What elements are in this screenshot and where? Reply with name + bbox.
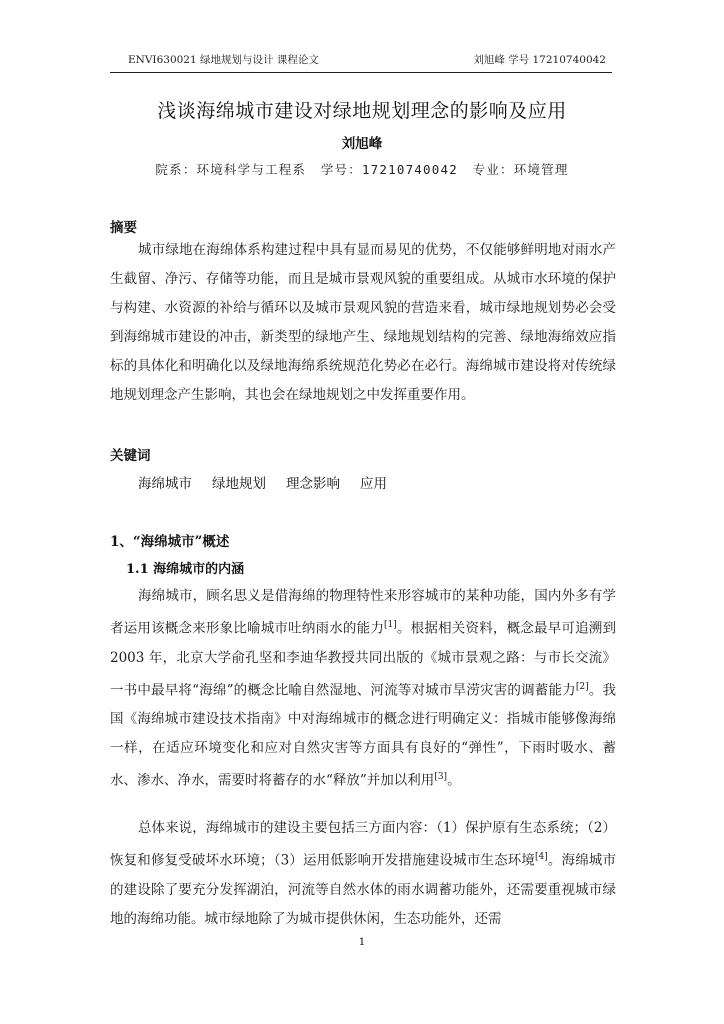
keyword-item: 海绵城市 <box>138 476 192 492</box>
abstract-heading: 摘要 <box>110 220 137 236</box>
page-number: 1 <box>358 936 366 948</box>
paragraph-text: 海绵城市，顾名思义是借海绵的物理特性来形容城市的某种功能，国内外多有学者运用该概念来形象比喻城市吐纳雨水的能力 <box>110 588 616 637</box>
paper-title: 浅谈海绵城市建设对绿地规划理念的影响及应用 <box>157 100 567 122</box>
running-header <box>110 50 612 73</box>
citation: [3] <box>434 772 448 782</box>
section-heading: 1、“海绵城市”概述 <box>110 534 230 550</box>
paragraph-text: 。海绵城市的建设除了要充分发挥湖泊，河流等自然水体的雨水调蓄功能外，还需要重视城市绿地的海绵功能。城市绿地除了为城市提供休闲，生态功能外，还需 <box>110 852 616 927</box>
subsection-heading: 1.1 海绵城市的内涵 <box>126 562 245 577</box>
abstract-text: 城市绿地在海绵体系构建过程中具有显而易见的优势，不仅能够鲜明地对雨水产生截留、净污、存储等功能，而且是城市景观风貌的重要组成。从城市水环境的保护与构建、水资源的补给与循环以及城市景观风貌的营造来看，城市绿地规划势必会受到海绵城市建设的冲击，新类型的绿地产生、绿地规划结构的完善、绿地海绵效应指标的具体化和明确化以及绿地海绵系统规范化势必在必行。海绵城市建设将对传统绿地规划理念产生影响，其也会在绿地规划之中发挥重要作用。 <box>110 242 616 403</box>
citation: [4] <box>535 852 548 862</box>
keyword-item: 应用 <box>360 476 387 492</box>
paragraph-text: 总体来说，海绵城市的建设主要包括三方面内容：（1）保护原有生态系统；（2）恢复和修复受破坏水环境；（3）运用低影响开发措施建设城市生态环境 <box>110 820 616 869</box>
body-paragraph <box>110 582 616 796</box>
body-paragraph <box>110 814 616 934</box>
header-author-id: 刘旭峰 学号 17210740042 <box>473 54 606 66</box>
keywords-list <box>138 472 387 492</box>
header-course: ENVI630021 绿地规划与设计 课程论文 <box>128 54 319 66</box>
keyword-item: 绿地规划 <box>212 476 266 492</box>
paragraph-text: 。我国《海绵城市建设技术指南》中对海绵城市的概念进行明确定义：指城市能够像海绵一样，在适应环境变化和应对自然灾害等方面具有良好的“弹性”，下雨时吸水、蓄水、渗水、净水，需要时将蓄存的水“释放”并加以利用 <box>110 682 616 789</box>
keywords-heading: 关键词 <box>110 448 151 464</box>
paper-affiliation: 院系：环境科学与工程系 学号：17210740042 专业：环境管理 <box>155 162 569 177</box>
keyword-item: 理念影响 <box>286 476 340 492</box>
paper-author: 刘旭峰 <box>341 136 383 152</box>
citation: [1] <box>384 620 397 630</box>
paragraph-text: 。根据相关资料，概念最早可追溯到 2003 年，北京大学俞孔坚和李迪华教授共同出版的《城市景观之路：与市长交流》一书中最早将“海绵”的概念比喻自然湿地、河流等对城市旱涝灾害的调蓄能力 <box>110 620 617 698</box>
paragraph-text: 。 <box>447 772 461 789</box>
citation: [2] <box>575 681 589 692</box>
